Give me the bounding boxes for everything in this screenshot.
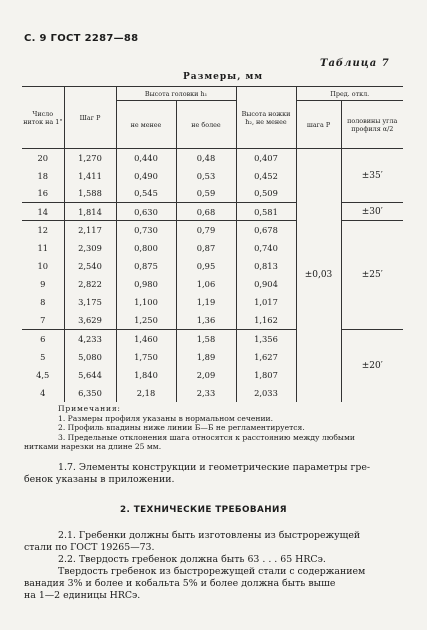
- col-header-tolerance: Пред. откл.: [296, 87, 403, 101]
- page-header: С. 9 ГОСТ 2287—88: [24, 33, 139, 44]
- cell: 1,411: [64, 167, 116, 185]
- cell: 0,53: [176, 167, 236, 185]
- cell: 0,813: [236, 257, 296, 275]
- angle-value: ±25′: [341, 221, 403, 330]
- paragraph-line: 1.7. Элементы конструкции и геометрические параметры гре-: [58, 462, 371, 473]
- cell: 1,840: [116, 366, 176, 384]
- col-header-min: не менее: [116, 101, 176, 149]
- cell: 0,79: [176, 221, 236, 239]
- cell: 1,89: [176, 348, 236, 366]
- cell: 0,740: [236, 239, 296, 257]
- cell: 0,407: [236, 149, 296, 167]
- cell: 4,233: [64, 329, 116, 347]
- cell: 16: [37, 188, 49, 199]
- table-row: [22, 329, 403, 347]
- cell: 0,452: [236, 167, 296, 185]
- cell: 6: [22, 329, 64, 347]
- cell: 0,581: [236, 203, 296, 221]
- cell: 0,68: [176, 203, 236, 221]
- note-item: 1. Размеры профиля указаны в нормальном сечении.: [58, 413, 274, 423]
- cell: 1,356: [236, 329, 296, 347]
- requirements-block: [24, 530, 406, 602]
- dimensions-table: [22, 86, 403, 402]
- paragraph-line: ванадия 3% и более и кобальта 5% и более должна быть выше: [24, 578, 336, 589]
- cell: 0,630: [116, 203, 176, 221]
- cell: 0,730: [116, 221, 176, 239]
- cell: 14: [22, 203, 64, 221]
- cell: 1,814: [64, 203, 116, 221]
- cell: 8: [40, 297, 46, 308]
- cell: 10: [37, 261, 49, 272]
- section-title: 2. ТЕХНИЧЕСКИЕ ТРЕБОВАНИЯ: [120, 505, 287, 515]
- cell: 0,509: [236, 185, 296, 203]
- paragraph-line: бенок указаны в приложении.: [24, 474, 175, 485]
- col-header-leg-height: Высота ножки h₂, не менее: [236, 87, 296, 149]
- units-title: Размеры, мм: [183, 72, 264, 82]
- cell: 4,5: [36, 369, 50, 380]
- cell: 1,250: [116, 311, 176, 329]
- cell: 0,48: [176, 149, 236, 167]
- paragraph-line: стали по ГОСТ 19265—73.: [24, 542, 155, 553]
- cell: 4: [40, 387, 46, 398]
- cell: 1,58: [176, 329, 236, 347]
- cell: 2,540: [64, 257, 116, 275]
- col-header-tol-step: шага P: [296, 101, 341, 149]
- cell: 1,06: [176, 275, 236, 293]
- cell: 1,162: [236, 311, 296, 329]
- cell: 7: [40, 315, 46, 326]
- col-header-max: не более: [176, 101, 236, 149]
- cell: 0,95: [176, 257, 236, 275]
- cell: 2,09: [176, 366, 236, 384]
- cell: 1,36: [176, 311, 236, 329]
- cell: 2,822: [64, 275, 116, 293]
- cell: 1,627: [236, 348, 296, 366]
- angle-value: ±20′: [341, 329, 403, 401]
- cell: 12: [22, 221, 64, 239]
- tol-step-value: ±0,03: [296, 149, 341, 402]
- col-header-step: Шаг P: [64, 87, 116, 149]
- angle-value: ±30′: [341, 203, 403, 221]
- cell: 2,309: [64, 239, 116, 257]
- cell: 0,980: [116, 275, 176, 293]
- cell: 2,33: [176, 384, 236, 402]
- cell: 5,644: [64, 366, 116, 384]
- cell: 1,100: [116, 293, 176, 311]
- note-item: 3. Предельные отклонения шага относятся к расстоянию между любыми: [58, 432, 355, 442]
- cell: 0,545: [116, 185, 176, 203]
- cell: 9: [40, 279, 46, 290]
- paragraph-line: 2.2. Твердость гребенок должна быть 63 . . . 65 HRCэ.: [58, 554, 326, 565]
- cell: 0,490: [116, 167, 176, 185]
- cell: 1,270: [64, 149, 116, 167]
- cell: 1,19: [176, 293, 236, 311]
- table-row: [22, 203, 403, 221]
- notes-heading: Примечания:: [58, 404, 121, 413]
- paragraph-line: Твердость гребенок из быстрорежущей стали с содержанием: [58, 566, 366, 577]
- cell: 0,800: [116, 239, 176, 257]
- table-label: Таблица 7: [320, 58, 390, 69]
- table-row: [22, 149, 403, 167]
- cell: 0,440: [116, 149, 176, 167]
- cell: 5,080: [64, 348, 116, 366]
- cell: 1,460: [116, 329, 176, 347]
- angle-value: ±35′: [341, 149, 403, 203]
- note-item: нитками нарезки на длине 25 мм.: [24, 442, 162, 452]
- cell: 1,750: [116, 348, 176, 366]
- cell: 11: [37, 243, 49, 254]
- cell: 0,59: [176, 185, 236, 203]
- cell: 18: [37, 170, 49, 181]
- cell: 1,807: [236, 366, 296, 384]
- paragraph-line: на 1—2 единицы HRCэ.: [24, 590, 141, 601]
- cell: 0,875: [116, 257, 176, 275]
- cell: 0,904: [236, 275, 296, 293]
- paragraph-line: 2.1. Гребенки должны быть изготовлены из быстрорежущей: [58, 530, 361, 541]
- col-header-teeth: Число ниток на 1": [22, 87, 64, 149]
- cell: 3,175: [64, 293, 116, 311]
- cell: 1,588: [64, 185, 116, 203]
- cell: 2,117: [64, 221, 116, 239]
- cell: 3,629: [64, 311, 116, 329]
- col-header-half-angle: половины угла профиля α/2: [341, 101, 403, 149]
- note-item: 2. Профиль впадины ниже линии Б—Б не регламентируется.: [58, 423, 305, 433]
- cell: 2,18: [116, 384, 176, 402]
- paragraph-1-7: [24, 462, 406, 486]
- cell: 1,017: [236, 293, 296, 311]
- cell: 6,350: [64, 384, 116, 402]
- cell: 20: [37, 152, 49, 163]
- cell: 0,678: [236, 221, 296, 239]
- cell: 2,033: [236, 384, 296, 402]
- notes-block: [24, 404, 403, 452]
- cell: 0,87: [176, 239, 236, 257]
- cell: 5: [40, 351, 46, 362]
- table-row: [22, 221, 403, 239]
- col-header-head-height: Высота головки h₁: [116, 87, 236, 101]
